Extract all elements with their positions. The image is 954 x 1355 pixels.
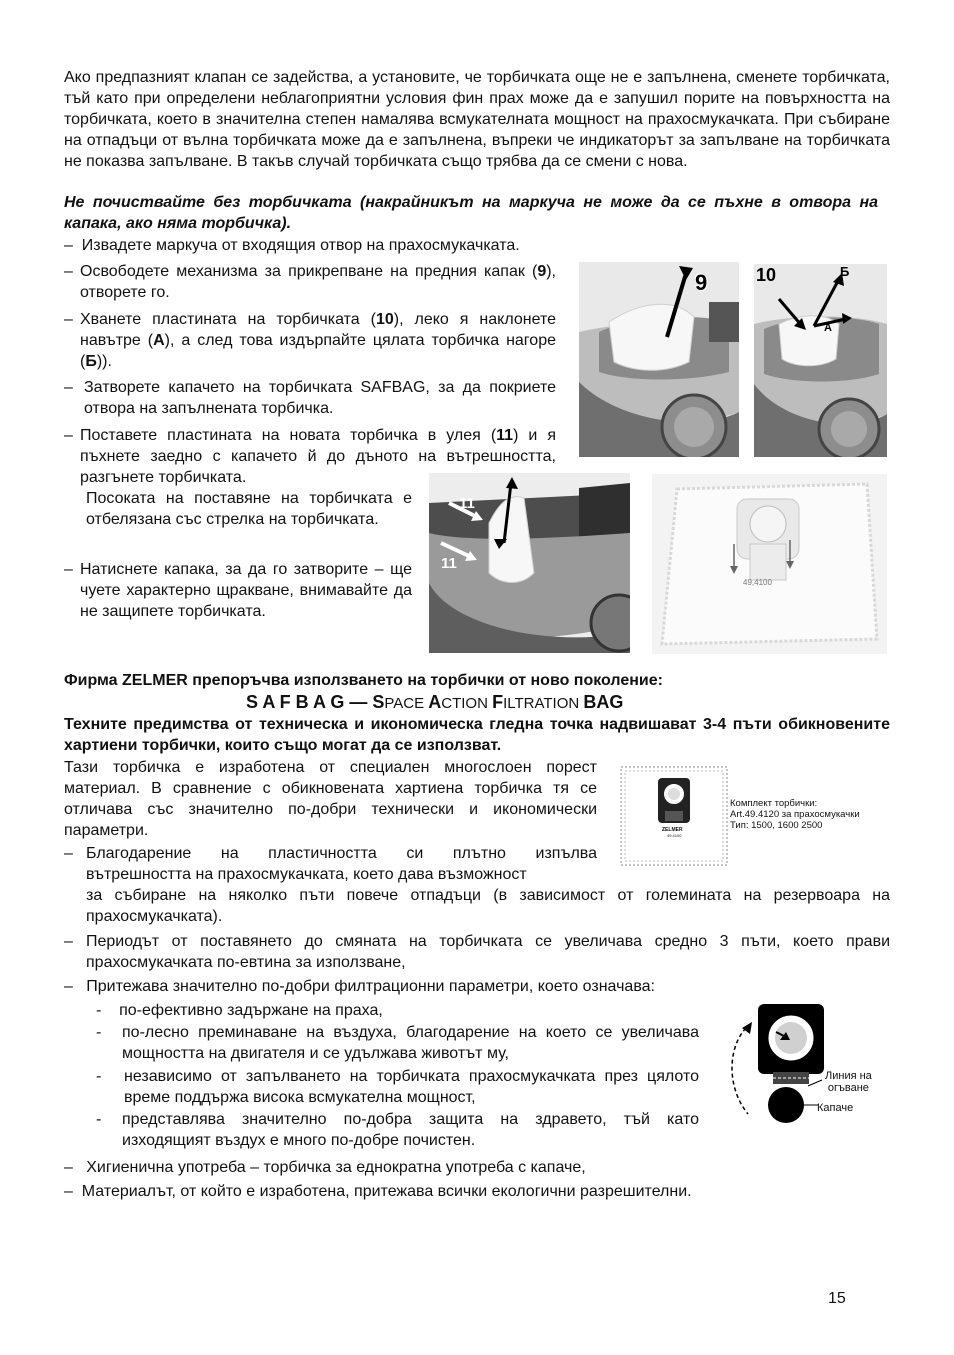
sub-dash: - <box>96 1024 102 1041</box>
fig10-label-a: А <box>824 322 832 334</box>
step-1-text: Извадете маркуча от входящия отвор на прахосмукачката. <box>81 237 520 254</box>
sub-item-2: - по-лесно преминаване на въздуха, благодарение на което се увеличава мощността на двигателя и се удължава животът му, <box>96 1024 699 1062</box>
page-number: 15 <box>828 1290 846 1307</box>
step-dash: – <box>64 845 73 862</box>
step-2 <box>64 261 556 303</box>
sub-item-3: - независимо от запълването на торбичката прахосмукачката през цялото време поддържа висока всмукателна мощност, <box>96 1068 699 1106</box>
step-3 <box>64 309 556 372</box>
step-dash: – <box>64 1159 73 1176</box>
benefit-5: – Материалът, от който е изработена, притежава всички екологични разрешителни. <box>64 1183 692 1200</box>
photo-safbag <box>652 474 887 654</box>
fig9-label: 9 <box>695 270 708 295</box>
cap-label: Капаче <box>817 1102 854 1114</box>
photo-lift-bag <box>754 264 887 457</box>
step-4-text: Затворете капачето на торбичката SAFBAG, за да покриете отвора на запълнената торбичка. <box>84 379 556 417</box>
intro-paragraph: Ако предпазният клапан се задейства, а установите, че торбичката още не е запълнена, сменете торбичката, тъй като при определени неблагоприятни условия фин прах може да е запушил порите на повърхността на торбичката, което в значителна степен намалява всмукателната мощност на прахосмукачката. При събиране на отпадъци от вълна торбичката може да е запълнена, въпреки че индикаторът за запълване на торбичката не показва запълване. В такъв случай торбичката също трябва да се смени с нова. <box>64 69 890 170</box>
photo-open-lid <box>579 262 739 457</box>
benefit-2: – Периодът от поставянето до смяната на торбичката се увеличава средно 3 пъти, което прави прахосмукачката по-евтина за използване, <box>64 933 890 971</box>
step-dash: – <box>64 379 73 396</box>
sub-dash: - <box>96 1111 102 1128</box>
bag-package <box>620 766 728 866</box>
sub-item-1: - по-ефективно задържане на праха, <box>96 1002 383 1019</box>
fig10-label: 10 <box>756 265 777 285</box>
sub-dash: - <box>96 1002 102 1019</box>
benefit-3: – Притежава значително по-добри филтрационни параметри, което означава: <box>64 978 655 995</box>
step-1 <box>64 235 624 256</box>
package-caption: Комплект торбички: Art.49.4120 за прахосмукачки Тип: 1500, 1600 2500 <box>730 798 860 831</box>
material-text: Тази торбичка е изработена от специален многослоен порест материал. В сравнение с обикновената хартиена торбичка тя се отличава със значително по-добри технически и икономически параметри. <box>64 759 597 839</box>
sub-dash: - <box>96 1068 102 1085</box>
step-dash: – <box>64 427 73 444</box>
package-icon <box>620 766 728 866</box>
step-dash: – <box>64 263 73 280</box>
sub-item-4: - представлява значително по-добра защита на здравето, тъй като изходящият въздух е много по-добре почистен. <box>96 1111 699 1149</box>
vacuum-illustration <box>579 262 739 457</box>
bag-code: 49,4100 <box>743 578 772 587</box>
bag-cap-diagram <box>718 1002 898 1127</box>
fig11-label-top: 11 <box>459 495 475 512</box>
step-dash: – <box>64 1183 73 1200</box>
fold-line-label: Линия на огъване <box>825 1070 872 1094</box>
fig10-label-b: Б <box>840 264 850 279</box>
step-dash: – <box>64 561 73 578</box>
safbag-plate-diagram <box>718 1002 898 1127</box>
safbag-title: S A F B A G — SPACE ACTION FILTRATION BAG <box>246 692 624 712</box>
warning-text: Не почиствайте без торбичката (накрайникът на маркуча не може да се пъхне в отвора на капака, ако няма торбичка). <box>64 194 878 232</box>
package-code: 49.4100 <box>667 833 682 838</box>
step-dash: – <box>64 933 73 950</box>
benefit-4: – Хигиенична употреба – торбичка за еднократна употреба с капаче, <box>64 1159 586 1176</box>
step-6 <box>64 559 412 622</box>
photo-insert-bag <box>429 473 630 653</box>
step-5-text: Поставете пластината на новата торбичка в улея (11) и я пъхнете заедно с капачето й до дъното на вътрешността, разгънете торбичката. <box>80 427 557 486</box>
vacuum-illustration <box>754 264 887 457</box>
package-brand: ZELMER <box>662 827 683 833</box>
step-dash: – <box>64 311 73 328</box>
safbag-illustration <box>652 474 887 654</box>
step-2-text: Освободете механизма за прикрепване на предния капак (9), отворете го. <box>80 263 556 301</box>
benefit-1-continued: за събиране на няколко пъти повече отпадъци (в зависимост от големината на резервоара на прахосмукачката). <box>86 887 890 925</box>
advantages-text: Техните предимства от техническа и икономическа гледна точка надвишават 3-4 пъти обикновените хартиени торбички, които също могат да се използват. <box>64 716 890 754</box>
step-6-text: Натиснете капака, за да го затворите – ще чуете характерно щракване, внимавайте да не защипете торбичката. <box>80 561 412 620</box>
benefit-1: – Благодарение на пластичността си плътно изпълва вътрешността на прахосмукачката, което дава възможност <box>64 845 597 883</box>
step-3-text: Хванете пластината на торбичката (10), леко я наклонете навътре (А), а след това издърпайте цялата торбичка нагоре (Б)). <box>80 311 556 370</box>
recommend-text: Фирма ZELMER препоръчва използването на торбички от ново поколение: <box>64 672 663 689</box>
step-4 <box>64 377 556 419</box>
step-5-note: Посоката на поставяне на торбичката е отбелязана със стрелка на торбичката. <box>86 490 412 528</box>
step-dash: – <box>64 237 73 254</box>
step-dash: – <box>64 978 73 995</box>
fig11-label-bottom: 11 <box>441 555 457 572</box>
